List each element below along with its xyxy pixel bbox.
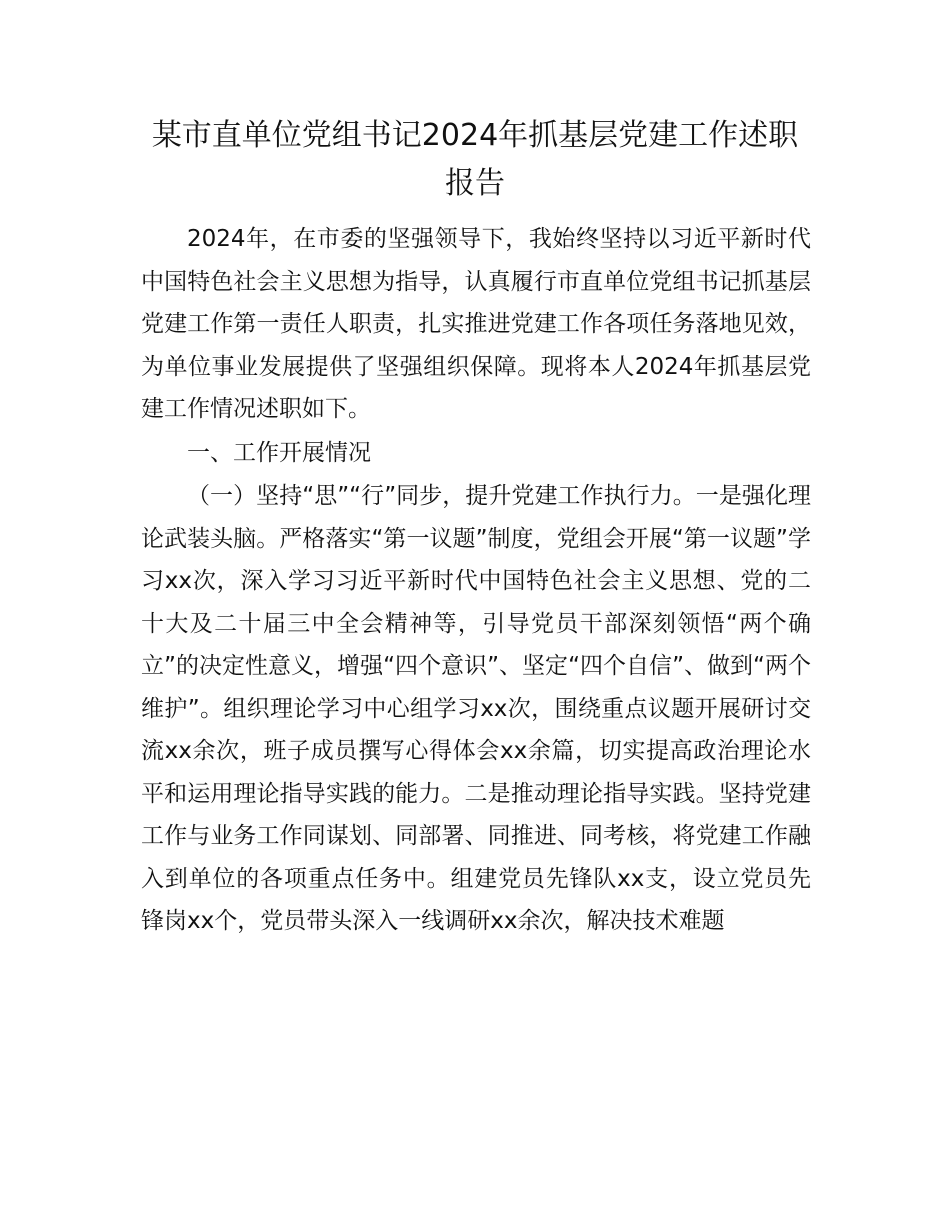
section-heading: 一、工作开展情况 — [187, 439, 371, 466]
body-paragraph: （一）坚持“思”“行”同步，提升党建工作执行力。一是强化理论武装头脑。严格落实“第一议题”制度，党组会开展“第一议题”学习xx次，深入学习习近平新时代中国特色社会主义思想、党的二十大及二十届三中全会精神等，引导党员干部深刻领悟“两个确立”的决定性意义，增强“四个意识”、坚定“四个自信”、做到“两个维护”。组织理论学习中心组学习xx次，围绕重点议题开展研讨交流xx余次，班子成员撰写心得体会xx余篇，切实提高政治理论水平和运用理论指导实践的能力。二是推动理论指导实践。坚持党建工作与业务工作同谋划、同部署、同推进、同考核，将党建工作融入到单位的各项重点任务中。组建党员先锋队xx支，设立党员先锋岗xx个，党员带头深入一线调研xx余次，解决技术难题 — [141, 483, 811, 934]
intro-paragraph: 2024年，在市委的坚强领导下，我始终坚持以习近平新时代中国特色社会主义思想为指导，认真履行市直单位党组书记抓基层党建工作第一责任人职责，扎实推进党建工作各项任务落地见效，为单位事业发展提供了坚强组织保障。现将本人2024年抓基层党建工作情况述职如下。 — [141, 226, 811, 422]
document-title: 某市直单位党组书记2024年抓基层党建工作述职报告 — [151, 118, 799, 201]
document-body — [141, 218, 811, 943]
